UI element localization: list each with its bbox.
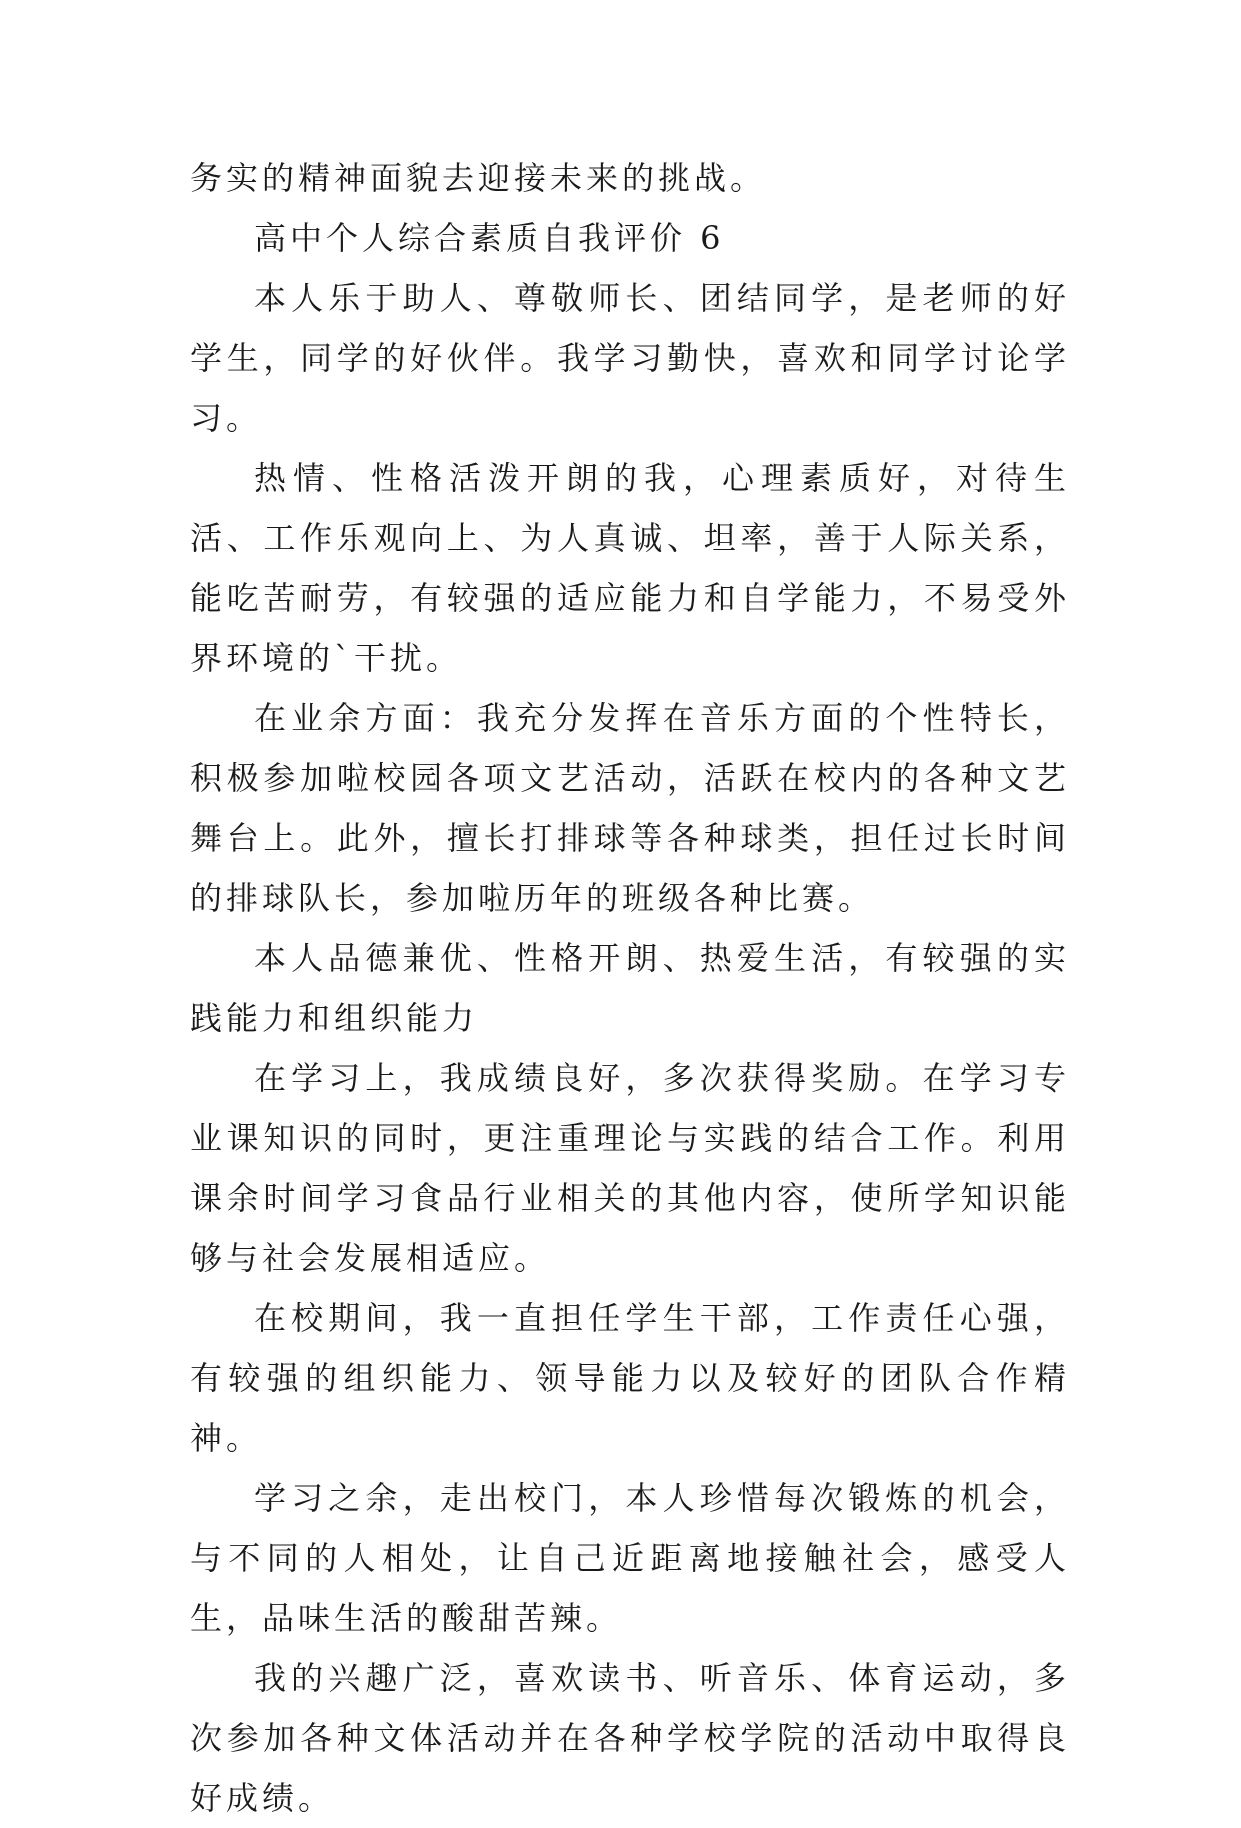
paragraph: 务实的精神面貌去迎接未来的挑战。 bbox=[190, 159, 767, 197]
section-heading: 高中个人综合素质自我评价 6 bbox=[254, 219, 725, 257]
paragraph: 在学习上，我成绩良好，多次获得奖励。在学习专业课知识的同时，更注重理论与实践的结合工作。利用课余时间学习食品行业相关的其他内容，使所学知识能够与社会发展相适应。 bbox=[190, 1059, 1070, 1277]
paragraph: 学习之余，走出校门，本人珍惜每次锻炼的机会，与不同的人相处，让自己近距离地接触社会，感受人生，品味生活的酸甜苦辣。 bbox=[190, 1479, 1070, 1637]
paragraph: 我的兴趣广泛，喜欢读书、听音乐、体育运动，多次参加各种文体活动并在各种学校学院的活动中取得良好成绩。 bbox=[190, 1659, 1070, 1817]
paragraph: 本人乐于助人、尊敬师长、团结同学，是老师的好学生，同学的好伙伴。我学习勤快，喜欢和同学讨论学习。 bbox=[190, 279, 1070, 437]
paragraph: 热情、性格活泼开朗的我，心理素质好，对待生活、工作乐观向上、为人真诚、坦率，善于人际关系，能吃苦耐劳，有较强的适应能力和自学能力，不易受外界环境的`干扰。 bbox=[190, 459, 1070, 677]
paragraph: 在校期间，我一直担任学生干部，工作责任心强，有较强的组织能力、领导能力以及较好的团队合作精神。 bbox=[190, 1299, 1070, 1457]
document-body bbox=[190, 148, 1070, 1828]
paragraph: 在业余方面：我充分发挥在音乐方面的个性特长，积极参加啦校园各项文艺活动，活跃在校内的各种文艺舞台上。此外，擅长打排球等各种球类，担任过长时间的排球队长，参加啦历年的班级各种比赛。 bbox=[190, 699, 1070, 917]
paragraph: 本人品德兼优、性格开朗、热爱生活，有较强的实践能力和组织能力 bbox=[190, 939, 1070, 1037]
